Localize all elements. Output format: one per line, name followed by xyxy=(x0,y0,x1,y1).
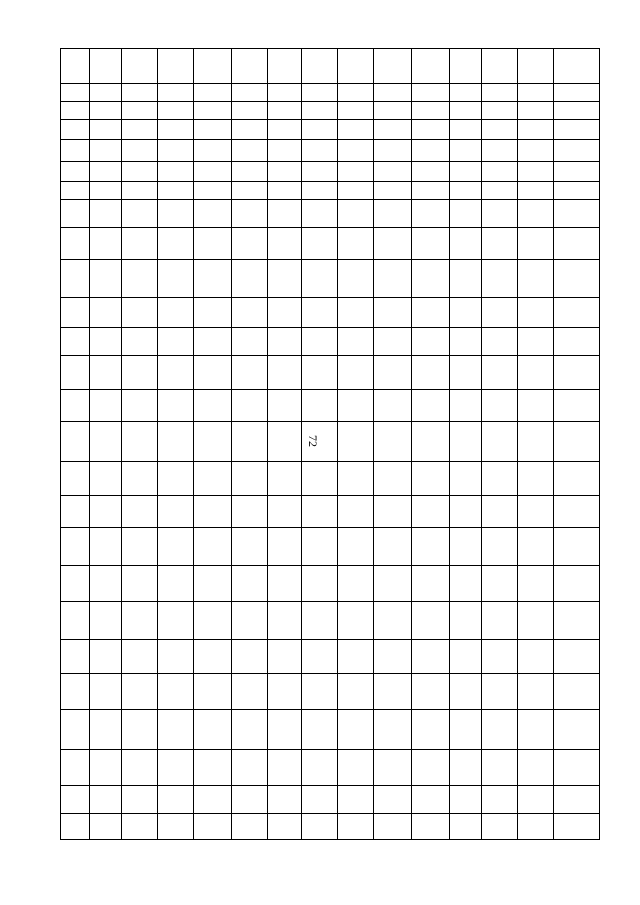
table-column-line-12 xyxy=(481,49,482,839)
page-number: 72 xyxy=(306,435,320,447)
table-row-line-19 xyxy=(61,601,599,602)
document-table xyxy=(60,48,600,840)
table-row-line-6 xyxy=(61,181,599,182)
table-row-line-23 xyxy=(61,749,599,750)
table-row-line-12 xyxy=(61,355,599,356)
table-row-line-15 xyxy=(61,461,599,462)
table-row-line-16 xyxy=(61,495,599,496)
table-column-line-14 xyxy=(553,49,554,839)
table-row-line-24 xyxy=(61,785,599,786)
table-column-line-4 xyxy=(193,49,194,839)
table-row-line-18 xyxy=(61,565,599,566)
table-row-line-4 xyxy=(61,139,599,140)
table-row-line-21 xyxy=(61,673,599,674)
table-row-line-9 xyxy=(61,259,599,260)
table-column-line-8 xyxy=(337,49,338,839)
table-row-line-2 xyxy=(61,101,599,102)
table-column-line-2 xyxy=(121,49,122,839)
table-row-line-25 xyxy=(61,813,599,814)
table-row-line-14 xyxy=(61,421,599,422)
table-row-line-11 xyxy=(61,327,599,328)
table-column-line-13 xyxy=(517,49,518,839)
table-row-line-5 xyxy=(61,161,599,162)
table-column-line-10 xyxy=(411,49,412,839)
table-row-line-1 xyxy=(61,83,599,84)
table-row-line-8 xyxy=(61,227,599,228)
table-column-line-9 xyxy=(373,49,374,839)
table-row-line-22 xyxy=(61,709,599,710)
table-row-line-7 xyxy=(61,199,599,200)
table-row-line-17 xyxy=(61,527,599,528)
table-row-line-20 xyxy=(61,639,599,640)
table-column-line-7 xyxy=(301,49,302,839)
table-column-line-3 xyxy=(157,49,158,839)
table-column-line-6 xyxy=(267,49,268,839)
table-column-line-5 xyxy=(231,49,232,839)
table-column-line-1 xyxy=(89,49,90,839)
table-row-line-3 xyxy=(61,119,599,120)
table-column-line-11 xyxy=(449,49,450,839)
table-row-line-10 xyxy=(61,297,599,298)
table-row-line-13 xyxy=(61,389,599,390)
